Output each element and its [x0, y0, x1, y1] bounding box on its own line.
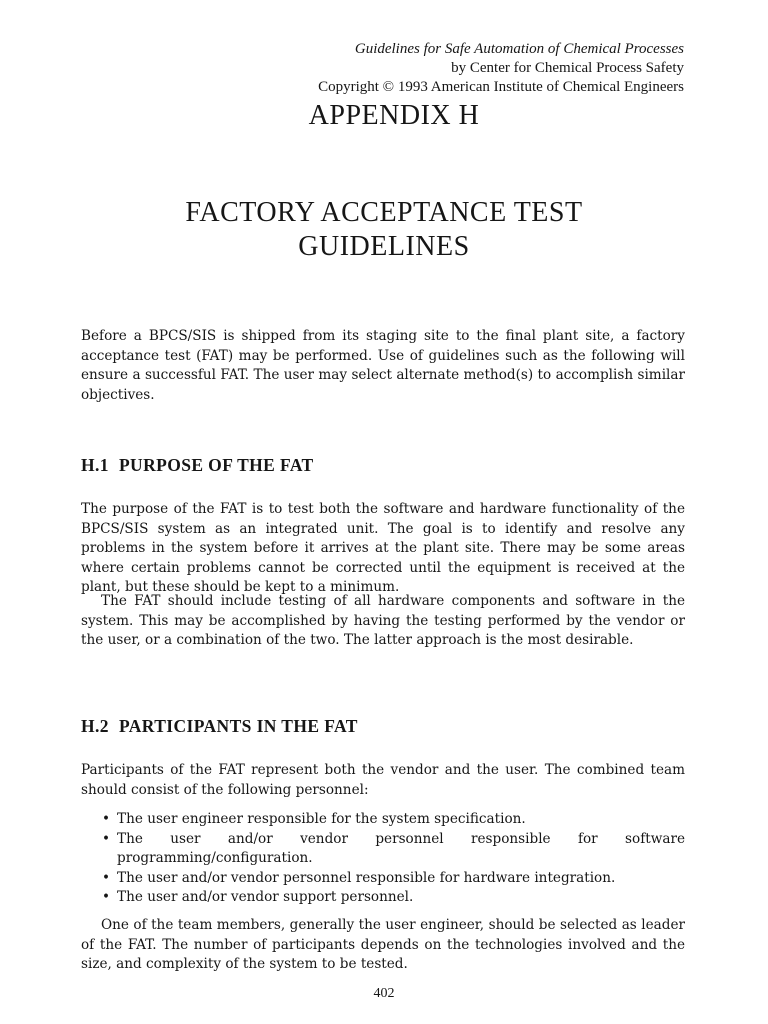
bullet-icon: • [102, 889, 111, 906]
section-heading-h1 [81, 455, 314, 476]
book-author: by Center for Chemical Process Safety [451, 60, 684, 76]
list-item [102, 869, 685, 889]
list-item-text: The user and/or vendor personnel responsible for hardware integration. [117, 869, 616, 886]
intro-paragraph: Before a BPCS/SIS is shipped from its staging site to the final plant site, a factory acceptance test (FAT) may be performed. Use of guidelines such as the following will ensure a successful FAT. The user may select alternate method(s) to accomplish similar objectives. [81, 328, 685, 403]
appendix-label-text: APPENDIX H [308, 100, 480, 131]
list-item-text: The user engineer responsible for the system specification. [117, 811, 526, 827]
section-number: H.2 [81, 716, 109, 736]
chapter-title-line-2: GUIDELINES [298, 231, 470, 262]
h1-paragraph-2: The FAT should include testing of all hardware components and software in the system. This may be accomplished by having the testing performed by the vendor or the user, or a combination of the two. The latter approach is the most desirable. [81, 593, 685, 649]
chapter-title-line-1: FACTORY ACCEPTANCE TEST [185, 197, 583, 228]
section-title: PURPOSE OF THE FAT [118, 455, 314, 475]
h1-paragraph-1: The purpose of the FAT is to test both the software and hardware functionality of the BPCS/SIS system as an integrated unit. The goal is to identify and resolve any problems in the system before it arrives at the plant site. There may be some areas where certain problems cannot be corrected until the equipment is received at the plant, but these should be kept to a minimum. [81, 501, 685, 596]
section-number: H.1 [81, 455, 109, 475]
page-number: 402 [373, 986, 395, 1001]
section-title: PARTICIPANTS IN THE FAT [118, 716, 358, 736]
participants-list [102, 810, 685, 908]
list-item [102, 810, 685, 830]
bullet-icon: • [102, 811, 111, 827]
book-title: Guidelines for Safe Automation of Chemical Processes [354, 41, 684, 57]
book-copyright: Copyright © 1993 American Institute of Chemical Engineers [318, 79, 684, 95]
chapter-title [0, 196, 768, 264]
list-item-text: The user and/or vendor personnel responsible for software programming/configuration. [117, 830, 685, 867]
bullet-icon: • [102, 830, 111, 847]
h2-paragraph-1: Participants of the FAT represent both the vendor and the user. The combined team should consist of the following personnel: [81, 762, 685, 798]
list-item [102, 830, 685, 869]
book-header [318, 40, 684, 97]
list-item-text: The user and/or vendor support personnel. [117, 889, 414, 906]
bullet-icon: • [102, 869, 111, 886]
list-item [102, 888, 685, 908]
h2-paragraph-2: One of the team members, generally the user engineer, should be selected as leader of the FAT. The number of participants depends on the technologies involved and the size, and complexity of the system to be tested. [81, 917, 685, 973]
section-heading-h2 [81, 716, 358, 737]
appendix-label [0, 100, 768, 132]
